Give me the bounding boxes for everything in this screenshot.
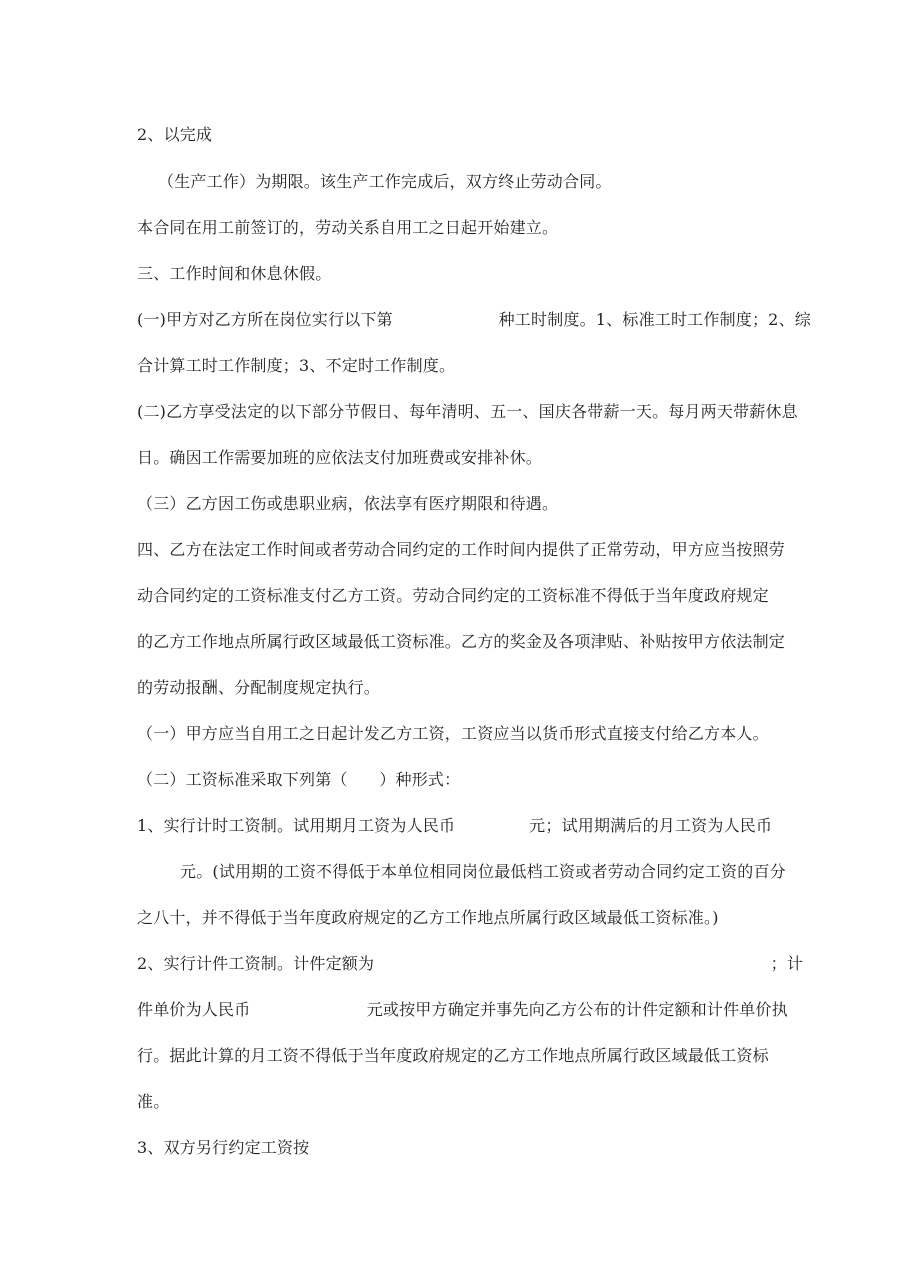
piece-wage-line-3: 行。据此计算的月工资不得低于当年度政府规定的乙方工作地点所属行政区域最低工资标 (137, 1046, 769, 1065)
contract-signing-line: 本合同在用工前签订的，劳动关系自用工之日起开始建立。 (137, 218, 559, 237)
section-four-line-4: 的劳动报酬、分配制度规定执行。 (137, 678, 381, 697)
time-wage-line-3: 之八十，并不得低于当年度政府规定的乙方工作地点所属行政区域最低工资标准。) (137, 908, 719, 927)
wage-payment-line: （一）甲方应当自用工之日起计发乙方工资，工资应当以货币形式直接支付给乙方本人。 (137, 724, 769, 743)
piece-wage-line-4: 准。 (137, 1092, 170, 1111)
work-hours-system-line-2: 合计算工时工作制度；3、不定时工作制度。 (137, 356, 456, 375)
piece-wage-line-2: 件单价为人民币 元或按甲方确定并事先向乙方公布的计件定额和计件单价执 (137, 1000, 788, 1019)
holiday-line-1: (二)乙方享受法定的以下部分节假日、每年清明、五一、国庆各带薪一天。每月两天带薪休息 (137, 402, 798, 421)
time-wage-line-1: 1、实行计时工资制。试用期月工资为人民币 元；试用期满后的月工资为人民币 (137, 816, 773, 835)
time-wage-line-2: 元。(试用期的工资不得低于本单位相同岗位最低档工资或者劳动合同约定工资的百分 (180, 862, 786, 881)
other-wage-agreement-line: 3、双方另行约定工资按 (137, 1138, 310, 1157)
section-heading-work-time: 三、工作时间和休息休假。 (137, 264, 332, 283)
section-four-line-1: 四、乙方在法定工作时间或者劳动合同约定的工作时间内提供了正常劳动，甲方应当按照劳 (137, 540, 786, 559)
injury-treatment-line: （三）乙方因工伤或患职业病，依法享有医疗期限和待遇。 (137, 494, 559, 513)
piece-wage-line-1: 2、实行计件工资制。计件定额为 ；计 (137, 954, 804, 973)
wage-form-line: （二）工资标准采取下列第（ ）种形式： (137, 770, 461, 789)
section-four-line-2: 动合同约定的工资标准支付乙方工资。劳动合同约定的工资标准不得低于当年度政府规定 (137, 586, 769, 605)
holiday-line-2: 日。确因工作需要加班的应依法支付加班费或安排补休。 (137, 448, 543, 467)
line-item-2: 2、以完成 (137, 125, 213, 144)
production-work-term-line: （生产工作）为期限。该生产工作完成后，双方终止劳动合同。 (158, 172, 612, 191)
work-hours-system-line-1: (一)甲方对乙方所在岗位实行以下第 种工时制度。1、标准工时工作制度；2、综 (137, 310, 811, 329)
section-four-line-3: 的乙方工作地点所属行政区域最低工资标准。乙方的奖金及各项津贴、补贴按甲方依法制定 (137, 632, 786, 651)
